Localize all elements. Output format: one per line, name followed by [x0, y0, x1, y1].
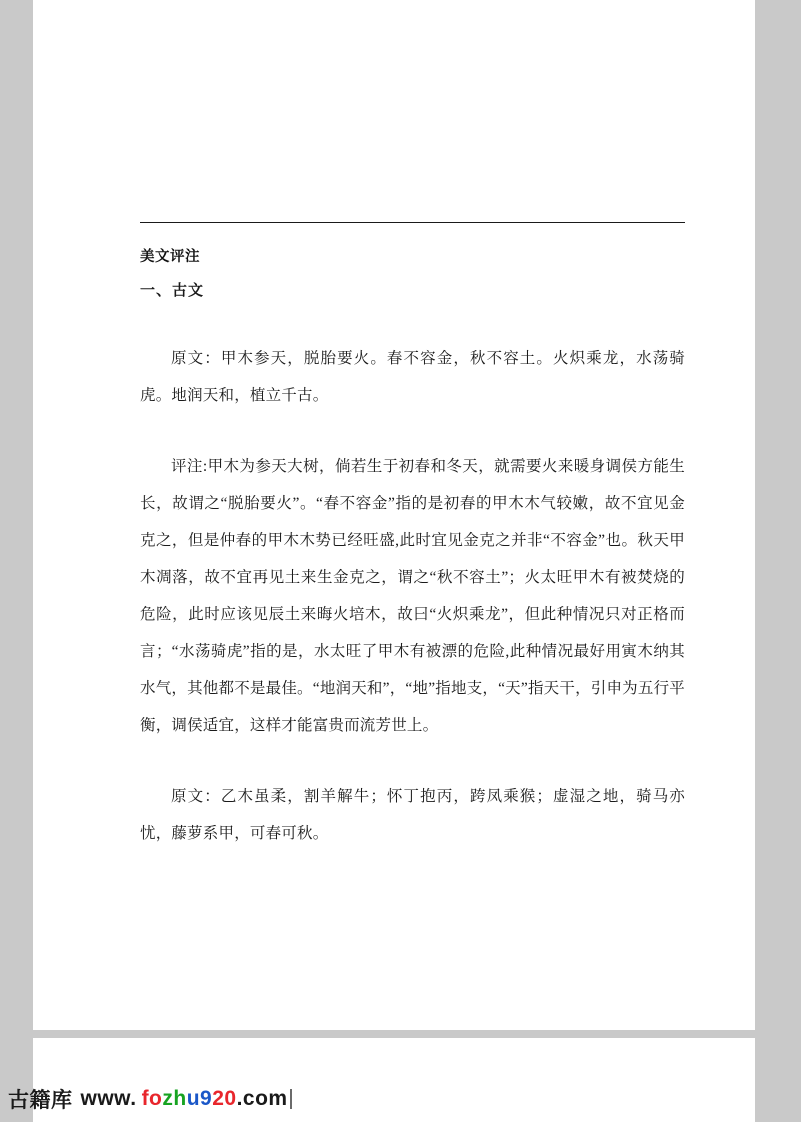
- watermark-www-label: www.: [80, 1087, 137, 1110]
- watermark-segment-3: u9: [186, 1087, 213, 1110]
- paragraph-original-1: 原文：甲木参天，脱胎要火。春不容金，秋不容土。火炽乘龙，水荡骑虎。地润天和，植立千古。: [140, 349, 685, 404]
- watermark-footer: [8, 1084, 292, 1114]
- document-page: [33, 0, 755, 1030]
- paragraph-commentary-1: 评注:甲木为参天大树，倘若生于初春和冬天，就需要火来暖身调侯方能生长，故谓之“脱胎要火”。“春不容金”指的是初春的甲木木气较嫩，故不宜见金克之，但是仲春的甲木木势已经旺盛,此时宜见金克之并非“不容金”也。秋天甲木凋落，故不宜再见土来生金克之，谓之“秋不容土”；火太旺甲木有被焚烧的危险，此时应该见辰土来晦火培木，故曰“火炽乘龙”，但此种情况只对正格而言；“水荡骑虎”指的是，水太旺了甲木有被漂的危险,此种情况最好用寅木纳其水气，其他都不是最佳。“地润天和”，“地”指地支，“天”指天干，引申为五行平衡，调侯适宜，这样才能富贵而流芳世上。: [140, 457, 685, 734]
- watermark-library-label: 古籍库: [8, 1089, 73, 1112]
- section-title: 美文评注: [140, 249, 200, 265]
- watermark-segment-1: fo: [141, 1087, 163, 1110]
- horizontal-divider: [140, 222, 685, 223]
- page-content: [140, 222, 685, 852]
- paragraph-original-2: 原文：乙木虽柔，割羊解牛；怀丁抱丙，跨凤乘猴；虚湿之地，骑马亦忧，藤萝系甲，可春可秋。: [140, 787, 685, 842]
- text-cursor: [290, 1089, 292, 1109]
- subsection-title: 一、古文: [140, 283, 205, 300]
- watermark-segment-2: zh: [162, 1087, 187, 1110]
- watermark-segment-4: 20: [212, 1087, 237, 1110]
- watermark-domain-suffix: .com: [236, 1087, 288, 1110]
